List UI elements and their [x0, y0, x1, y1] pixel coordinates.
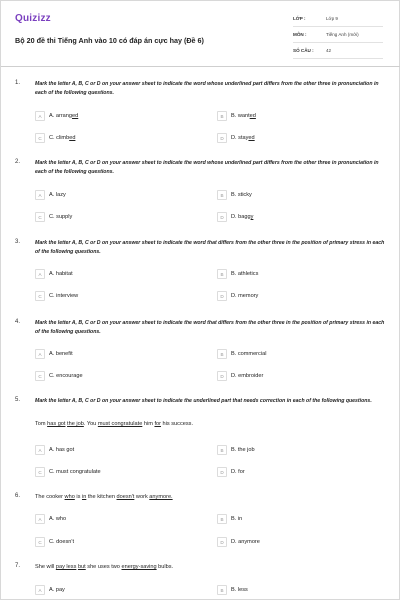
- question-6: [1, 493, 400, 533]
- meta-row-class: [293, 11, 383, 27]
- meta-label: MÔN :: [293, 32, 307, 37]
- option-letter-box[interactable]: D: [217, 133, 227, 143]
- underlined-part: pay less: [55, 564, 77, 570]
- answer-option-d[interactable]: [217, 371, 367, 383]
- option-label: [49, 135, 75, 141]
- question-number: 2.: [15, 159, 21, 165]
- option-text: D. for: [231, 469, 245, 475]
- underlined-part: the job: [67, 421, 84, 427]
- option-label: [231, 373, 263, 379]
- option-text: D. memory: [231, 293, 259, 299]
- option-letter-box[interactable]: B: [217, 585, 227, 595]
- meta-value: 42: [326, 48, 332, 53]
- option-text: C. encourage: [49, 373, 83, 379]
- sentence-text: the kitchen: [86, 494, 117, 500]
- option-letter-box[interactable]: D: [217, 467, 227, 477]
- option-label: [49, 271, 73, 277]
- answer-option-d[interactable]: [217, 212, 367, 224]
- option-letter-box[interactable]: B: [217, 514, 227, 524]
- sentence-text: The cooker: [35, 494, 65, 500]
- answer-option-b[interactable]: [217, 585, 367, 597]
- meta-label: LỚP :: [293, 16, 306, 21]
- option-underlined-part: ed: [69, 135, 76, 141]
- underlined-part: energy-saving: [121, 564, 157, 570]
- option-text: B. less: [231, 587, 248, 593]
- option-text: C. must congratulate: [49, 469, 101, 475]
- sentence-text: him: [142, 421, 155, 427]
- option-label: [231, 447, 255, 453]
- option-label: [231, 351, 266, 357]
- option-label: [49, 587, 65, 593]
- question-number: 3.: [15, 239, 21, 245]
- question-number: 6.: [15, 493, 21, 499]
- answer-option-a[interactable]: [35, 445, 185, 457]
- answer-option-b[interactable]: [217, 190, 367, 202]
- question-number: 1.: [15, 80, 21, 86]
- option-label: [49, 469, 101, 475]
- option-text: B. in: [231, 516, 243, 522]
- option-letter-box[interactable]: A: [35, 585, 45, 595]
- meta-row-subject: [293, 27, 383, 43]
- question-instruction: Mark the letter A, B, C or D on your answer sheet to indicate the word that differs from the other three in the position of primary stress in each of the following questions.: [35, 240, 385, 255]
- sentence-text: bulbs.: [156, 564, 174, 570]
- option-text: B. commercial: [231, 351, 267, 357]
- option-letter-box[interactable]: B: [217, 111, 227, 121]
- sentence-text: his success.: [160, 421, 194, 427]
- option-label: [49, 447, 74, 453]
- option-text: A. who: [49, 516, 67, 522]
- quizizz-logo: Quizizz: [15, 13, 51, 24]
- option-letter-box[interactable]: A: [35, 111, 45, 121]
- option-label: [49, 192, 66, 198]
- option-label: [49, 214, 72, 220]
- option-letter-box[interactable]: C: [35, 212, 45, 222]
- option-letter-box[interactable]: C: [35, 537, 45, 547]
- option-text: B. athletics: [231, 271, 259, 277]
- sentence-text: work: [134, 494, 150, 500]
- option-label: [231, 192, 252, 198]
- answer-option-c[interactable]: [35, 133, 185, 145]
- option-letter-box[interactable]: C: [35, 133, 45, 143]
- option-text: A. pay: [49, 587, 65, 593]
- meta-table: [293, 11, 383, 59]
- answer-option-c[interactable]: [35, 537, 185, 549]
- sentence-text: she uses two: [85, 564, 122, 570]
- option-label: [231, 539, 260, 545]
- option-underlined-part: y: [250, 214, 254, 220]
- option-letter-box[interactable]: A: [35, 269, 45, 279]
- answer-option-b[interactable]: [217, 111, 367, 123]
- option-text: D. anymore: [231, 539, 260, 545]
- question-sentence: [35, 493, 389, 502]
- question-instruction: Mark the letter A, B, C or D on your answer sheet to indicate the word whose underlined part differs from the other three in pronunciation in each of the following questions.: [35, 160, 379, 175]
- answer-option-d[interactable]: [217, 291, 367, 303]
- meta-label: SỐ CÂU :: [293, 48, 314, 53]
- underlined-part: has got: [47, 421, 66, 427]
- option-text: C. climb: [49, 135, 70, 141]
- option-label: [231, 469, 245, 475]
- option-label: [49, 113, 78, 119]
- option-letter-box[interactable]: C: [35, 371, 45, 381]
- question-instruction: Mark the letter A, B, C or D on your answer sheet to indicate the underlined part that needs correction in each of the following questions.: [35, 398, 372, 404]
- meta-value: Lớp 9: [326, 16, 338, 21]
- option-letter-box[interactable]: C: [35, 291, 45, 301]
- option-text: C. supply: [49, 214, 73, 220]
- meta-row-count: [293, 43, 383, 59]
- underlined-part: but: [77, 564, 86, 570]
- underlined-part: in: [81, 494, 87, 500]
- option-label: [49, 293, 78, 299]
- option-letter-box[interactable]: B: [217, 190, 227, 200]
- sentence-text: . You: [83, 421, 98, 427]
- option-text: A. arrang: [49, 113, 73, 119]
- option-underlined-part: ed: [248, 135, 255, 141]
- option-letter-box[interactable]: D: [217, 371, 227, 381]
- header-divider: [1, 66, 400, 67]
- worksheet-header: [15, 11, 387, 59]
- question-5: [1, 397, 400, 437]
- option-letter-box[interactable]: B: [217, 349, 227, 359]
- answer-option-a[interactable]: [35, 111, 185, 123]
- sentence-text: Tom: [35, 421, 48, 427]
- option-letter-box[interactable]: D: [217, 291, 227, 301]
- option-text: D. embroider: [231, 373, 264, 379]
- answer-option-a[interactable]: [35, 585, 185, 597]
- option-letter-box[interactable]: B: [217, 269, 227, 279]
- option-label: [231, 516, 242, 522]
- answer-option-a[interactable]: [35, 349, 185, 361]
- option-text: D. bagg: [231, 214, 251, 220]
- option-letter-box[interactable]: A: [35, 514, 45, 524]
- option-underlined-part: ed: [72, 113, 79, 119]
- option-label: [231, 214, 253, 220]
- option-letter-box[interactable]: B: [217, 445, 227, 455]
- option-letter-box[interactable]: D: [217, 537, 227, 547]
- option-text: C. interview: [49, 293, 79, 299]
- option-label: [49, 351, 73, 357]
- option-text: A. has got: [49, 447, 75, 453]
- answer-option-d[interactable]: [217, 537, 367, 549]
- option-label: [231, 293, 258, 299]
- option-text: A. habitat: [49, 271, 73, 277]
- underlined-part: anymore.: [149, 494, 173, 500]
- question-instruction: Mark the letter A, B, C or D on your answer sheet to indicate the word that differs from the other three in the position of primary stress in each of the following questions.: [35, 320, 385, 335]
- sentence-text: She will: [35, 564, 56, 570]
- underlined-part: who: [64, 494, 75, 500]
- worksheet-title: Bộ 20 đề thi Tiếng Anh vào 10 có đáp án cực hay (Đề 6): [15, 36, 204, 45]
- answer-option-a[interactable]: [35, 514, 185, 526]
- answer-option-c[interactable]: [35, 291, 185, 303]
- answer-option-c[interactable]: [35, 371, 185, 383]
- question-number: 4.: [15, 319, 21, 325]
- option-label: [49, 373, 83, 379]
- option-label: [231, 135, 255, 141]
- question-number: 5.: [15, 397, 21, 403]
- option-letter-box[interactable]: A: [35, 349, 45, 359]
- answer-option-b[interactable]: [217, 514, 367, 526]
- meta-value: Tiếng Anh (mới): [326, 32, 359, 37]
- question-instruction: Mark the letter A, B, C or D on your answer sheet to indicate the word whose underlined part differs from the other three in pronunciation in each of the following questions.: [35, 81, 379, 96]
- option-text: D. stay: [231, 135, 249, 141]
- underlined-part: doesn't: [116, 494, 135, 500]
- option-text: B. sticky: [231, 192, 252, 198]
- answer-option-a[interactable]: [35, 269, 185, 281]
- option-text: A. lazy: [49, 192, 66, 198]
- answer-option-b[interactable]: [217, 445, 367, 457]
- answer-option-d[interactable]: [217, 467, 367, 479]
- question-number: 7.: [15, 563, 21, 569]
- option-text: B. want: [231, 113, 250, 119]
- underlined-part: must congratulate: [97, 421, 143, 427]
- option-letter-box[interactable]: A: [35, 190, 45, 200]
- option-label: [231, 113, 256, 119]
- answer-option-c[interactable]: [35, 212, 185, 224]
- option-underlined-part: ed: [249, 113, 256, 119]
- option-label: [231, 587, 248, 593]
- question-sentence: [35, 420, 389, 429]
- sentence-text: is: [74, 494, 82, 500]
- answer-option-d[interactable]: [217, 133, 367, 145]
- option-label: [49, 516, 66, 522]
- option-label: [231, 271, 258, 277]
- answer-option-c[interactable]: [35, 467, 185, 479]
- option-letter-box[interactable]: C: [35, 467, 45, 477]
- option-label: [49, 539, 74, 545]
- answer-option-b[interactable]: [217, 349, 367, 361]
- option-letter-box[interactable]: D: [217, 212, 227, 222]
- option-text: C. doesn't: [49, 539, 75, 545]
- answer-option-a[interactable]: [35, 190, 185, 202]
- underlined-part: for: [154, 421, 161, 427]
- option-text: A. benefit: [49, 351, 73, 357]
- question-sentence: [35, 563, 389, 572]
- option-letter-box[interactable]: A: [35, 445, 45, 455]
- option-text: B. the job: [231, 447, 255, 453]
- answer-option-b[interactable]: [217, 269, 367, 281]
